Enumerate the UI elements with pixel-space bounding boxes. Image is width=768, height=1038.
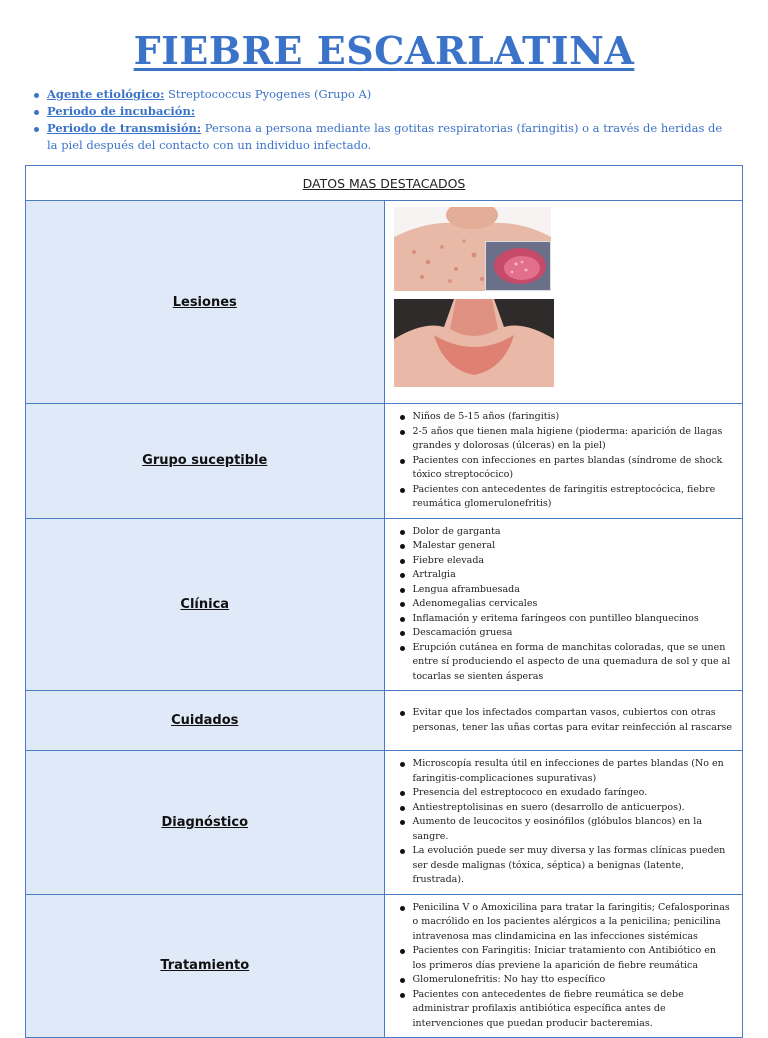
lesion-images bbox=[384, 201, 743, 404]
intro-key: Agente etiológico: bbox=[47, 87, 165, 101]
list-item: Dolor de garganta bbox=[397, 525, 733, 540]
list-item: Antiestreptolisinas en suero (desarrollo de anticuerpos). bbox=[397, 801, 733, 816]
intro-item-agent bbox=[32, 86, 732, 103]
row-label-cuidados: Cuidados bbox=[26, 691, 385, 751]
list-item: Inflamación y eritema faríngeos con puntilleo blanquecinos bbox=[397, 612, 733, 627]
row-content-clinica bbox=[384, 518, 743, 691]
list-item: Pacientes con Faringitis: Iniciar tratamiento con Antibiótico en los primeros días previene la aparición de fiebre reumática bbox=[397, 944, 733, 973]
list-item: Aumento de leucocitos y eosinófilos (glóbulos blancos) en la sangre. bbox=[397, 815, 733, 844]
list-item: Pacientes con antecedentes de fiebre reumática se debe administrar profilaxis antibiótica específica antes de intervenciones que puedan producir bacteremias. bbox=[397, 988, 733, 1032]
list-item: Descamación gruesa bbox=[397, 626, 733, 641]
row-label-grupo-suceptible: Grupo suceptible bbox=[26, 404, 385, 519]
list-item: Fiebre elevada bbox=[397, 554, 733, 569]
row-content-cuidados bbox=[384, 691, 743, 751]
list-item: Niños de 5-15 años (faringitis) bbox=[397, 410, 733, 425]
row-content-grupo-suceptible bbox=[384, 404, 743, 519]
row-label-tratamiento: Tratamiento bbox=[26, 894, 385, 1038]
list-item: Lengua aframbuesada bbox=[397, 583, 733, 598]
list-item: Pacientes con antecedentes de faringitis estreptocócica, fiebre reumática glomerulonefritis) bbox=[397, 483, 733, 512]
row-label-clinica: Clínica bbox=[26, 518, 385, 691]
list-item: 2-5 años que tienen mala higiene (pioderma: aparición de llagas grandes y dolorosas (úlceras) en la piel) bbox=[397, 425, 733, 454]
page-title: FIEBRE ESCARLATINA bbox=[133, 28, 635, 73]
neck-rash-photo bbox=[394, 299, 554, 387]
list-item: Malestar general bbox=[397, 539, 733, 554]
intro-key: Periodo de incubación: bbox=[47, 104, 196, 118]
intro-item-incubation bbox=[32, 103, 732, 120]
intro-list bbox=[32, 86, 732, 154]
list-item: Pacientes con infecciones en partes blandas (síndrome de shock tóxico streptocócico) bbox=[397, 454, 733, 483]
list-item: Erupción cutánea en forma de manchitas coloradas, que se unen entre sí produciendo el aspecto de una quemadura de sol y que al tocarlas se sienten ásperas bbox=[397, 641, 733, 685]
lesion-photo-group bbox=[397, 207, 733, 397]
row-label-lesiones: Lesiones bbox=[26, 201, 385, 404]
list-item: Penicilina V o Amoxicilina para tratar la faringitis; Cefalosporinas o macrólido en los pacientes alérgicos a la penicilina; penicilina intravenosa mas clindamicina en las infecciones sistémicas bbox=[397, 901, 733, 945]
tongue-photo bbox=[485, 241, 551, 291]
table-header: DATOS MAS DESTACADOS bbox=[26, 166, 743, 201]
list-item: Evitar que los infectados compartan vasos, cubiertos con otras personas, tener las uñas cortas para evitar reinfección al rascarse bbox=[397, 706, 733, 735]
data-table bbox=[25, 165, 743, 1038]
list-item: Artralgia bbox=[397, 568, 733, 583]
list-item: Presencia del estreptococo en exudado faríngeo. bbox=[397, 786, 733, 801]
list-item: Adenomegalias cervicales bbox=[397, 597, 733, 612]
row-content-tratamiento bbox=[384, 894, 743, 1038]
list-item: La evolución puede ser muy diversa y las formas clínicas pueden ser desde malignas (tóxica, séptica) a benignas (latente, frustrada). bbox=[397, 844, 733, 888]
row-content-diagnostico bbox=[384, 751, 743, 895]
intro-value: Streptococcus Pyogenes (Grupo A) bbox=[164, 87, 372, 101]
intro-value: Persona a persona mediante las gotitas respiratorias (faringitis) o a través de heridas de la piel después del contacto con un individuo infectado. bbox=[47, 121, 723, 152]
list-item: Glomerulonefritis: No hay tto específico bbox=[397, 973, 733, 988]
intro-item-transmission bbox=[32, 120, 732, 154]
list-item: Microscopía resulta útil en infecciones de partes blandas (No en faringitis-complicaciones supurativas) bbox=[397, 757, 733, 786]
intro-key: Periodo de transmisión: bbox=[47, 121, 202, 135]
row-label-diagnostico: Diagnóstico bbox=[26, 751, 385, 895]
